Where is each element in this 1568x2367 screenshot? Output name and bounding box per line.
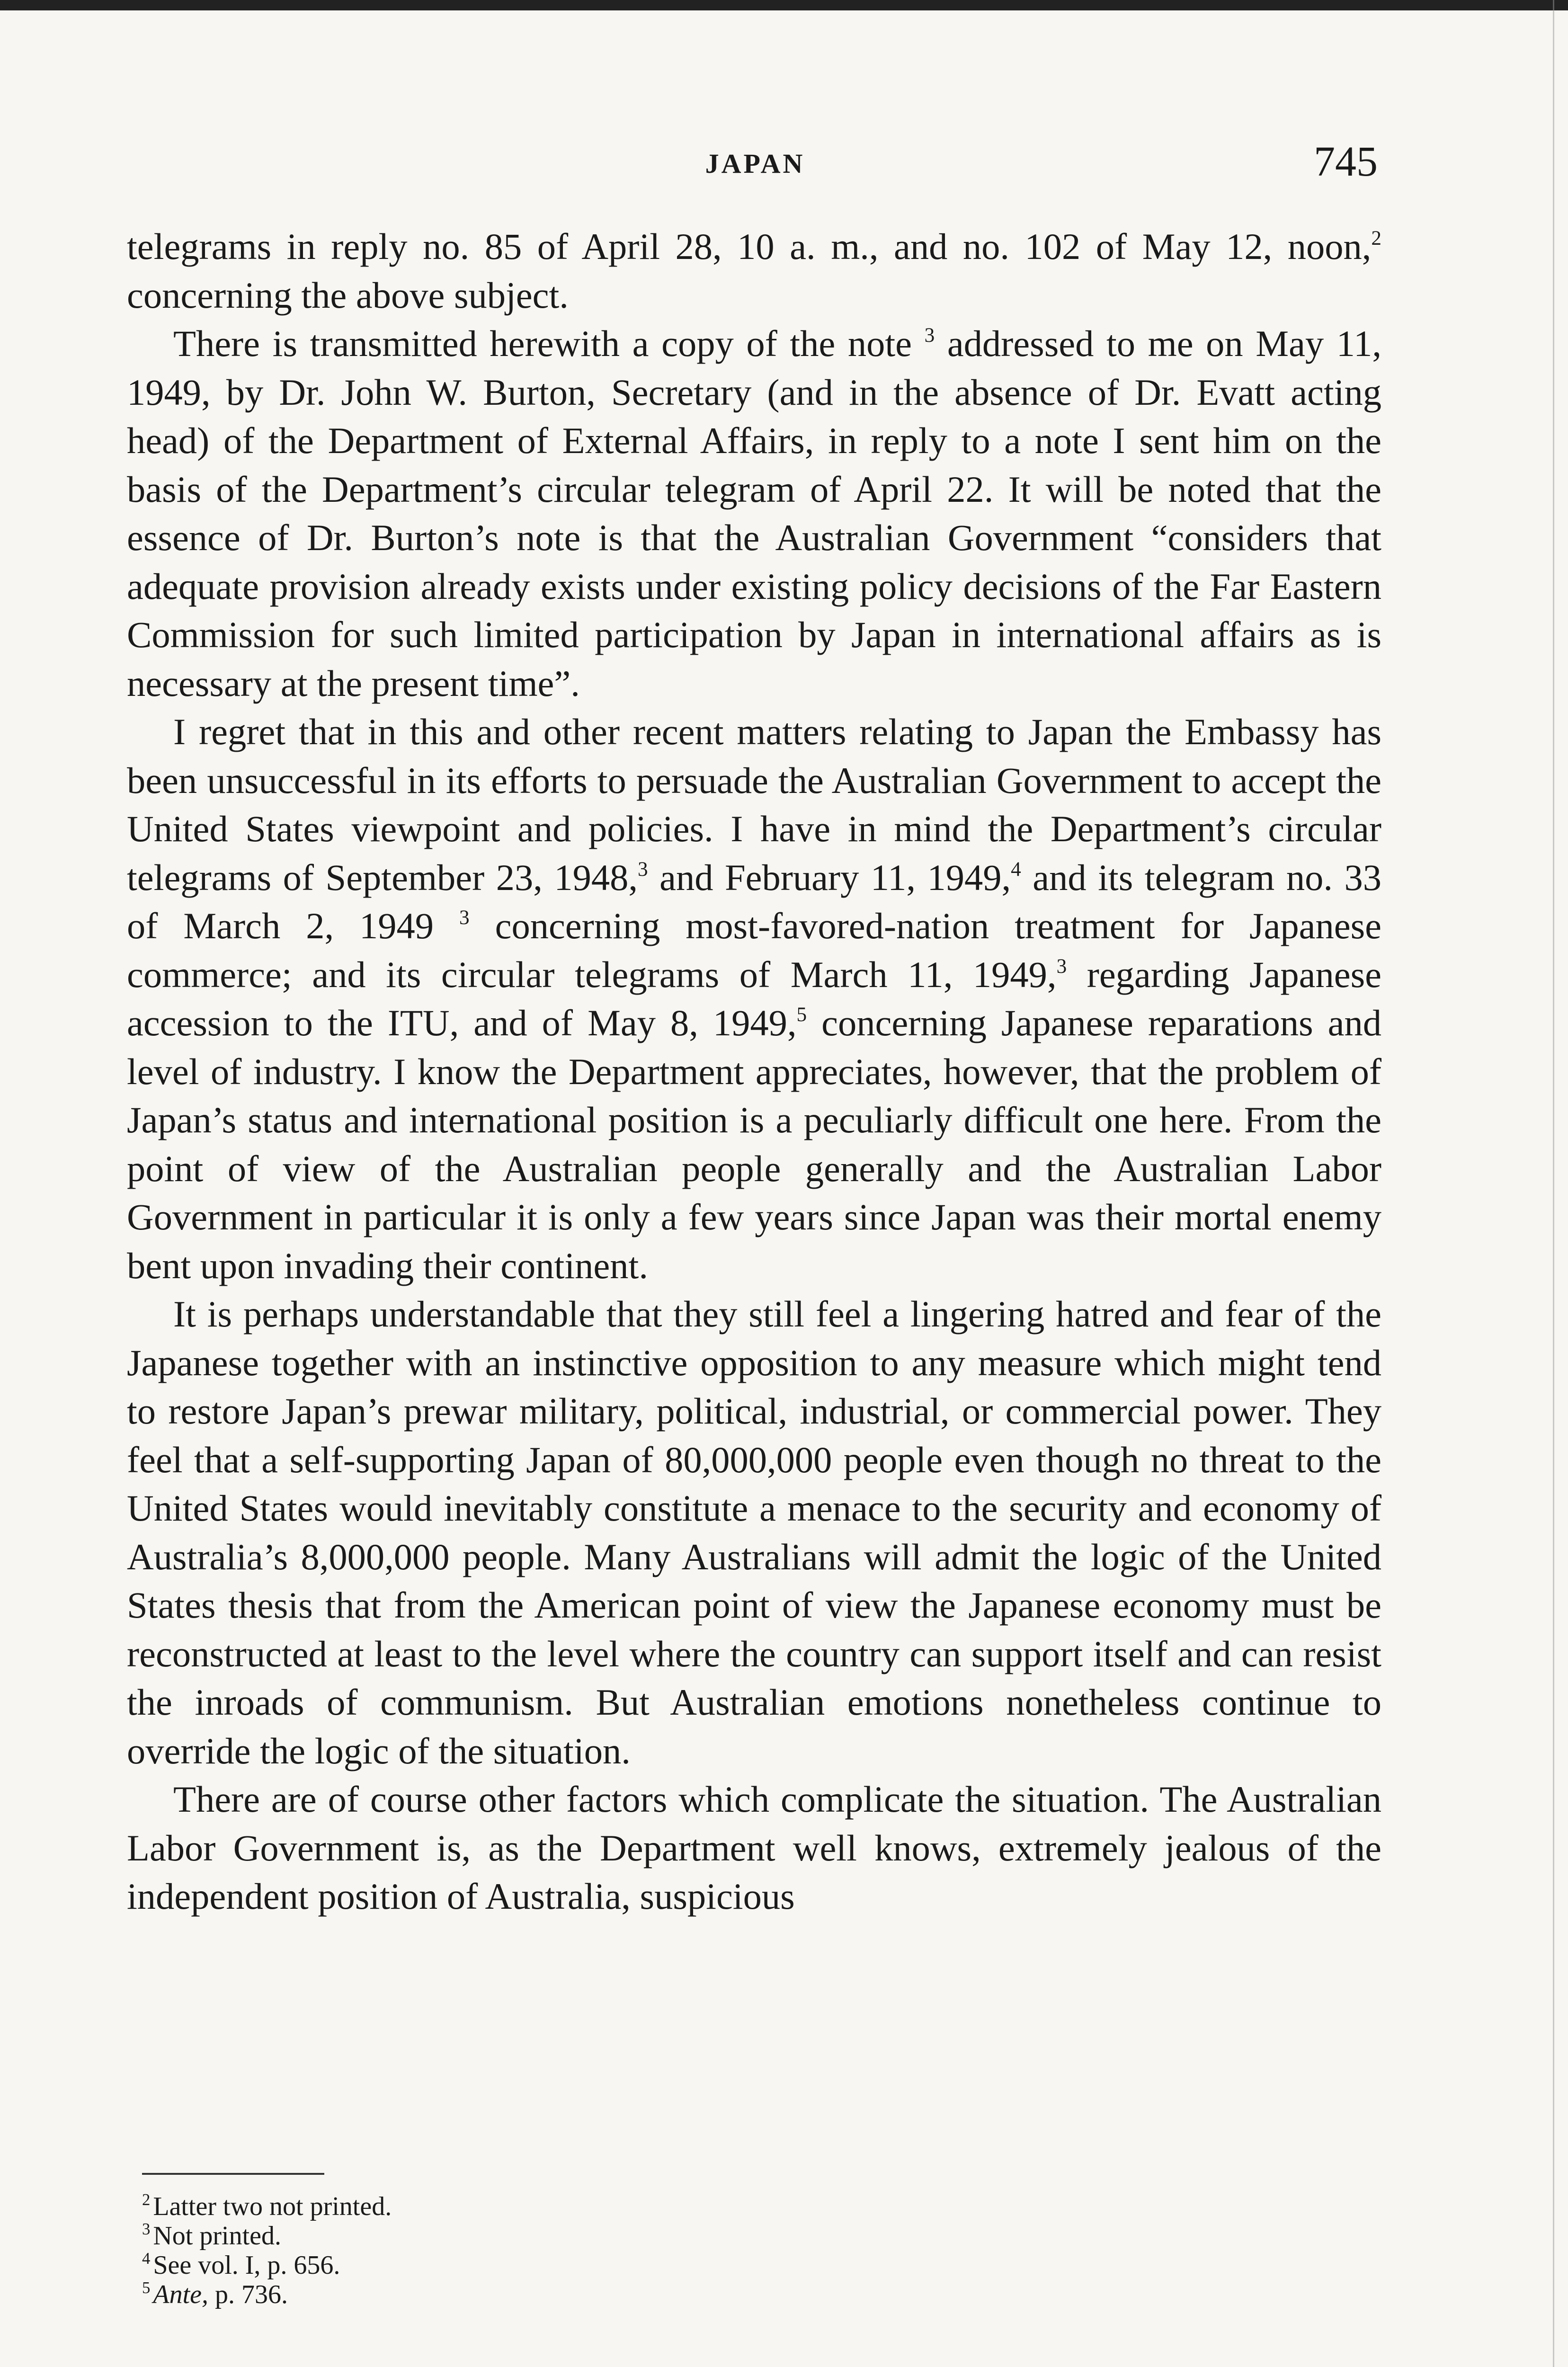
footnotes (142, 2192, 900, 2309)
footnote-ref: 3 (1056, 955, 1067, 978)
footnote-ref: 4 (1011, 858, 1021, 881)
footnote-5: $^5$ Ante, p. 736. (142, 2278, 288, 2309)
running-title: JAPAN (705, 148, 805, 179)
paragraph-4: It is perhaps understandable that they still feel a lingering hatred and fear of the Japanese together with an instinctive opposition to any measure which might tend to restore Japan’s prewar military, political, industrial, or commercial power. They feel that a self-supporting Japan of 80,000,000 people even though no threat to the United States would inevitably constitute a menace to the security and economy of Australia’s 8,000,000 people. Many Australians will admit the logic of the United States thesis that from the American point of view the Japanese economy must be reconstructed at least to the level where the country can support itself and can resist the inroads of communism. But Australian emotions nonetheless continue to override the logic of the situation. (127, 1293, 1381, 1771)
footnote-ref: 3 (924, 324, 935, 347)
footnote-ref: 3 (459, 906, 470, 929)
footnote-rule (142, 2173, 324, 2175)
paragraph-5: There are of course other factors which complicate the situation. The Australian Labor Government is, as the Department well knows, extremely jealous of the independent position of Australia, suspicious (127, 1779, 1381, 1917)
page-top-border (0, 0, 1568, 10)
paragraph-1: telegrams in reply no. 85 of April 28, 10 a. m., and no. 102 of May 12, noon,$^2$ concerning the above subject. (127, 226, 1381, 316)
footnote-4: $^4$ See vol. I, p. 656. (142, 2249, 340, 2280)
paragraph-2: There is transmitted herewith a copy of the note $^3$ addressed to me on May 11, 1949, by Dr. John W. Burton, Secretary (and in the absence of Dr. Evatt acting head) of the Department of External Affairs, in reply to a note I sent him on the basis of the Department’s circular telegram of April 22. It will be noted that the essence of Dr. Burton’s note is that the Australian Government “considers that adequate provision already exists under existing policy decisions of the Far Eastern Commission for such limited participation by Japan in international affairs as is necessary at the present time”. (127, 323, 1381, 704)
footnote-ref: 3 (638, 858, 648, 881)
footnote-2: $^2$ Latter two not printed. (142, 2190, 392, 2221)
page-right-edge (1553, 0, 1554, 2367)
body-text (127, 222, 1381, 1921)
footnote-ref: 5 (796, 1003, 807, 1026)
running-head (133, 137, 1378, 194)
footnote-ref: 2 (1371, 227, 1381, 249)
page-number: 745 (1314, 138, 1378, 185)
paragraph-3: I regret that in this and other recent matters relating to Japan the Embassy has been unsuccessful in its efforts to persuade the Australian Government to accept the United States viewpoint and policies. I have in mind the Department’s circular telegrams of September 23, 1948,$^3$ and February 11, 1949,$^4$ and its telegram no. 33 of March 2, 1949 $^3$ concerning most-favored-nation treatment for Japanese commerce; and its circular telegrams of March 11, 1949,$^3$ regarding Japanese accession to the ITU, and of May 8, 1949,$^5$ concerning Japanese reparations and level of industry. I know the Department appreciates, however, that the problem of Japan’s status and international position is a peculiarly difficult one here. From the point of view of the Australian people generally and the Australian Labor Government in particular it is only a few years since Japan was their mortal enemy bent upon invading their continent. (127, 711, 1382, 1286)
footnote-3: $^3$ Not printed. (142, 2220, 281, 2251)
